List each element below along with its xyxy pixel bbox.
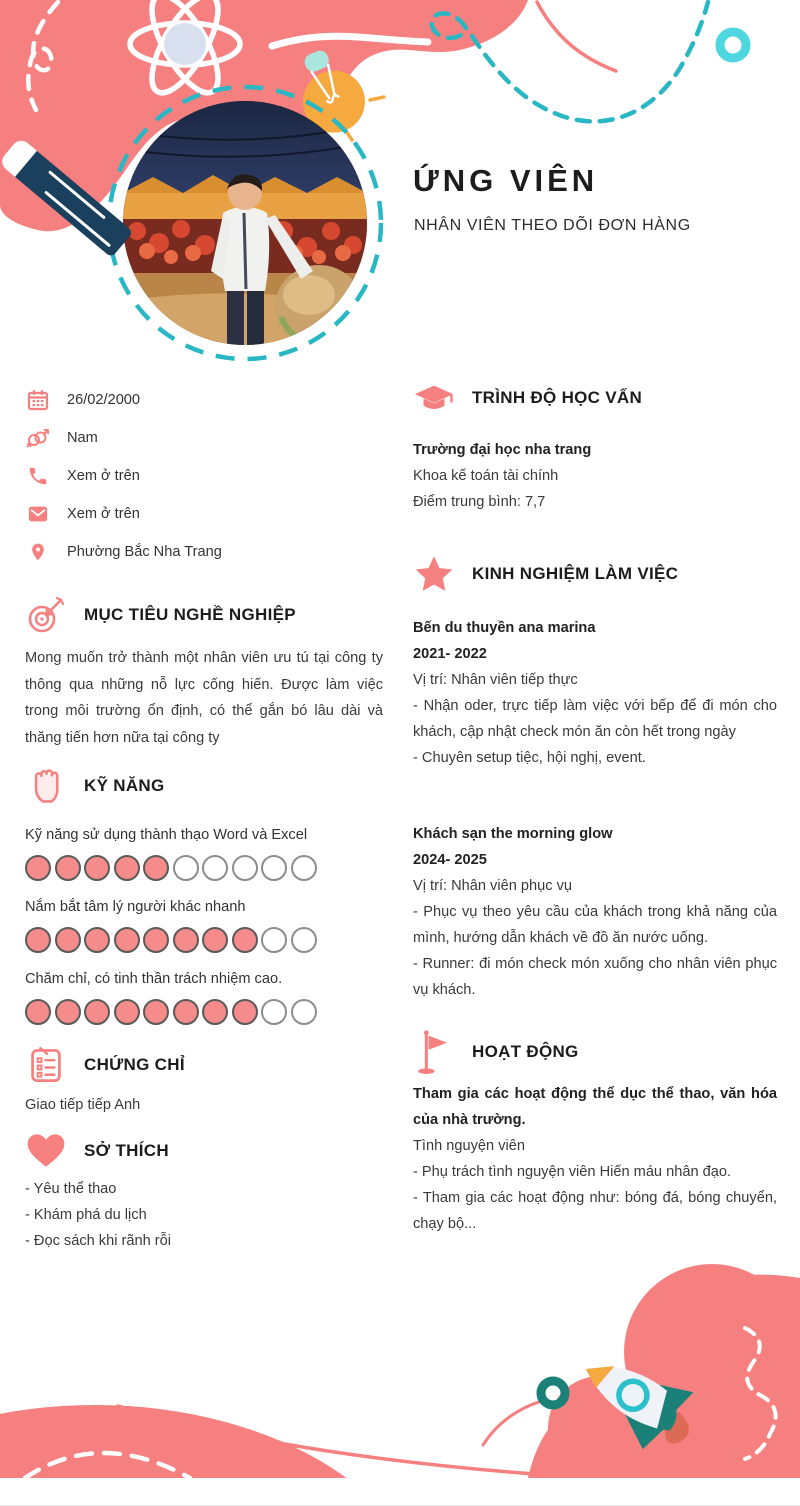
experience-job [413,821,777,1003]
info-row-gender [25,419,383,457]
heart-icon [25,1131,67,1171]
skill-dot [143,927,169,953]
hobby-item: - Yêu thể thao [25,1181,117,1197]
gender-value: Nam [67,430,98,446]
email-value: Xem ở trên [67,506,140,522]
job-position: Vị trí: Nhân viên phục vụ [413,878,572,894]
address-value: Phường Bắc Nha Trang [67,544,222,560]
info-row-address [25,533,383,571]
job-detail: - Chuyên setup tiệc, hội nghị, event. [413,750,646,766]
birthday-value: 26/02/2000 [67,392,141,408]
skill-dot [143,855,169,881]
info-row-email [25,495,383,533]
education-school: Trường đại học nha trang [413,442,592,458]
skill-dot [173,999,199,1025]
hobbies-heading: SỞ THÍCH [84,1141,169,1160]
calendar-icon [25,388,50,412]
activities-role: Tình nguyện viên [413,1138,525,1154]
skills-section-header [25,765,383,807]
target-icon [25,595,67,635]
hobby-item: - Khám phá du lịch [25,1207,147,1223]
skill-dot [25,999,51,1025]
hobby-item: - Đọc sách khi rãnh rỗi [25,1233,171,1249]
phone-icon [25,465,50,487]
skill-dot [202,927,228,953]
skill-dot [173,855,199,881]
skill-dots-row [25,999,383,1025]
experience-heading: KINH NGHIỆM LÀM VIỆC [472,564,679,583]
skill-dot [173,927,199,953]
objective-heading: MỤC TIÊU NGHỀ NGHIỆP [84,605,296,624]
experience-job [413,615,777,771]
skill-dot [55,855,81,881]
skill-dot [261,927,287,953]
job-company: Khách sạn the morning glow [413,826,613,842]
left-column [25,381,383,1254]
job-detail: - Runner: đi món check món xuống cho nhân viên phục vụ khách. [413,956,777,998]
skill-dot [291,999,317,1025]
certificate-item: Giao tiếp tiếp Anh [25,1097,141,1113]
education-gpa: Điểm trung bình: 7,7 [413,494,546,510]
footer-decoration [0,1260,800,1505]
star-icon [413,555,455,593]
skill-dot [114,855,140,881]
skill-dot [261,999,287,1025]
checklist-icon [25,1046,67,1084]
skill-dot [232,927,258,953]
education-heading: TRÌNH ĐỘ HỌC VẤN [472,388,643,407]
skill-dots-row [25,855,383,881]
education-faculty: Khoa kế toán tài chính [413,468,559,484]
activity-detail: - Phụ trách tình nguyện viên Hiến máu nhân đạo. [413,1164,732,1180]
skill-dots-row [25,927,383,953]
right-column [413,381,777,1237]
job-period: 2021- 2022 [413,646,487,662]
coral-cloud-arc-left [483,1400,545,1445]
skill-dot [84,999,110,1025]
skill-dot [84,927,110,953]
certificates-heading: CHỨNG CHỈ [84,1055,185,1074]
job-detail: - Nhận oder, trực tiếp làm việc với bếp để đi món cho khách, cập nhật check món ăn còn hết trong ngày [413,698,777,740]
hand-icon [25,765,67,807]
experience-section-header [413,555,777,593]
skill-label: Kỹ năng sử dụng thành thạo Word và Excel [25,827,308,843]
candidate-name: ỨNG VIÊN [413,163,599,198]
skill-dot [202,999,228,1025]
job-detail: - Phục vụ theo yêu cầu của khách trong khả năng của mình, hướng dẫn khách về đồ ăn nước uống. [413,904,777,946]
skill-dot [25,927,51,953]
skill-dot [55,927,81,953]
activities-section-header [413,1029,777,1075]
teal-donut-icon [720,32,746,58]
job-company: Bến du thuyền ana marina [413,620,596,636]
objective-text: Mong muốn trở thành một nhân viên ưu tú tại công ty thông qua những nỗ lực cống hiến. Được làm việc trong môi trường ổn định, có thể gắn bó lâu dài và thăng tiến hơn nữa tại công ty [25,650,383,746]
job-period: 2024- 2025 [413,852,487,868]
skill-dot [202,855,228,881]
activities-intro: Tham gia các hoạt động thể dục thể thao, văn hóa của nhà trường. [413,1086,777,1128]
job-position: Vị trí: Nhân viên tiếp thực [413,672,578,688]
info-row-birthday [25,381,383,419]
skill-dot [55,999,81,1025]
activities-block [413,1081,777,1237]
graduation-cap-icon [413,381,455,415]
certificates-section-header [25,1046,383,1084]
location-icon [25,541,50,563]
skill-label: Nắm bắt tâm lý người khác nhanh [25,899,246,915]
skill-label: Chăm chỉ, có tinh thần trách nhiệm cao. [25,971,283,987]
education-section-header [413,381,777,415]
skill-dot [291,855,317,881]
gender-icon [25,426,50,450]
skill-dot [84,855,110,881]
skill-dot [25,855,51,881]
skill-dot [232,999,258,1025]
skill-dot [261,855,287,881]
candidate-title: NHÂN VIÊN THEO DÕI ĐƠN HÀNG [414,217,691,234]
skill-dot [114,927,140,953]
hobbies-section-header [25,1131,383,1171]
skills-heading: KỸ NĂNG [84,776,165,795]
activity-detail: - Tham gia các hoạt động như: bóng đá, bóng chuyển, chạy bộ... [413,1190,777,1232]
email-icon [25,503,50,525]
coral-arc-outline [537,2,616,71]
pencil-icon [0,120,180,280]
teal-donut-bottom-icon [541,1381,565,1405]
objective-section-header [25,595,383,635]
flag-icon [413,1029,455,1075]
skill-dot [114,999,140,1025]
skill-dot [232,855,258,881]
activities-heading: HOẠT ĐỘNG [472,1042,579,1061]
phone-value: Xem ở trên [67,468,140,484]
skill-dot [143,999,169,1025]
education-block [413,437,777,515]
skill-dot [291,927,317,953]
info-row-phone [25,457,383,495]
